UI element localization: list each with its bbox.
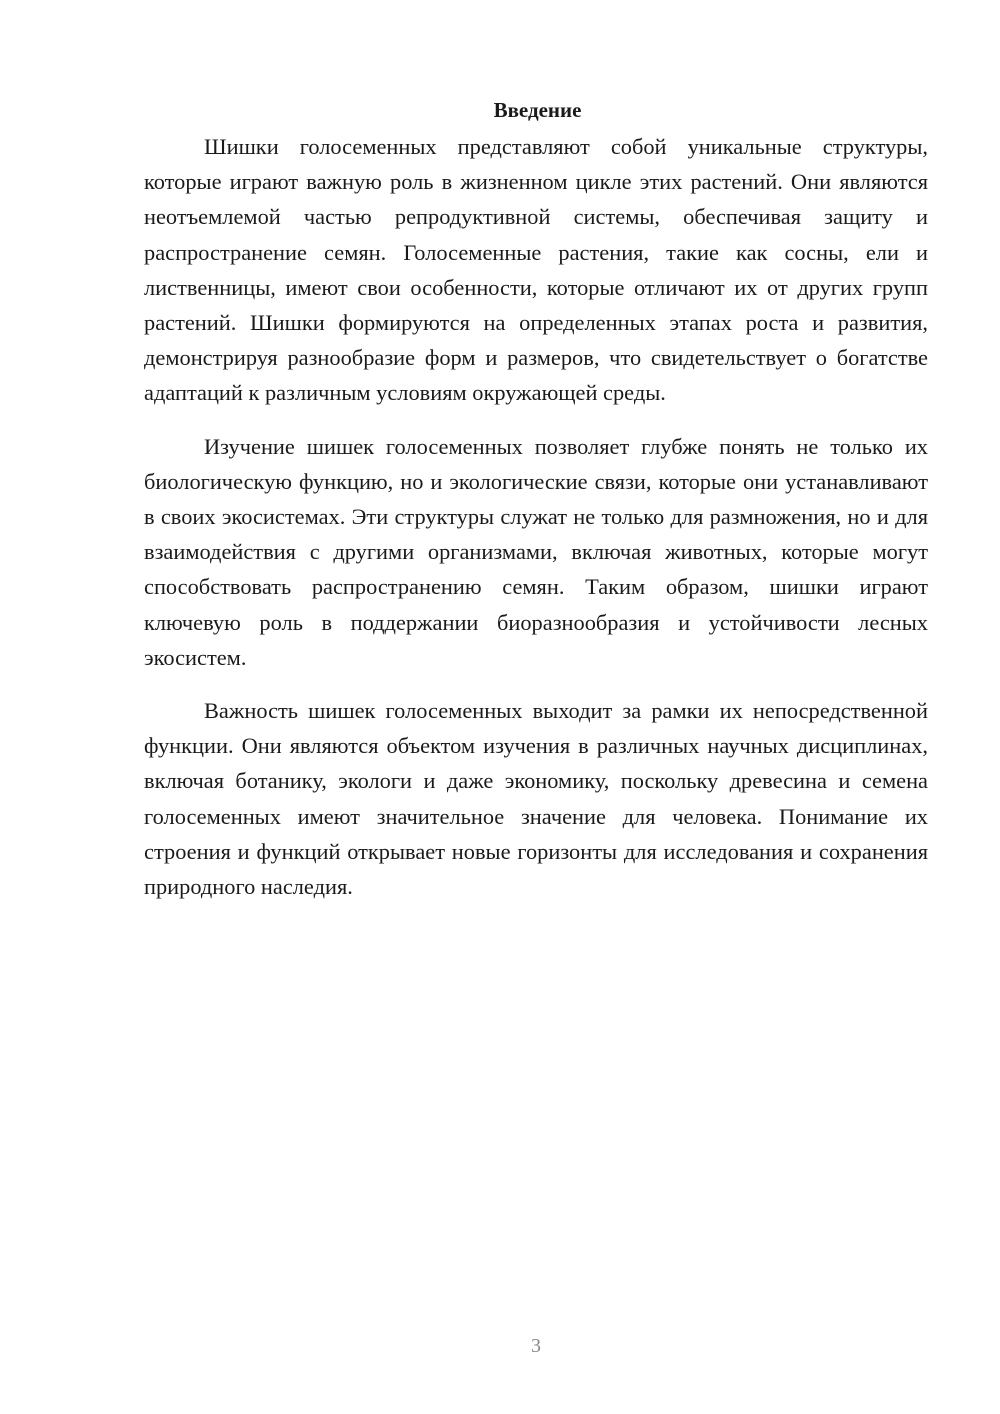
page-number: 3 <box>531 1335 541 1357</box>
paragraph-3: Важность шишек голосеменных выходит за рамки их непосредственной функции. Они являются объектом изучения в различных научных дисциплинах, включая ботанику, экологи и даже экономику, поскольку древесина и семена голосеменных имеют значительное значение для человека. Понимание их строения и функций открывает новые горизонты для исследования и сохранения природного наследия. <box>144 698 928 900</box>
section-heading: Введение <box>493 98 582 122</box>
page-body <box>144 92 928 922</box>
paragraph-1: Шишки голосеменных представляют собой уникальные структуры, которые играют важную роль в жизненном цикле этих растений. Они являются неотъемлемой частью репродуктивной системы, обеспечивая защиту и распространение семян. Голосеменные растения, такие как сосны, ели и лиственницы, имеют свои особенности, которые отличают их от других групп растений. Шишки формируются на определенных этапах роста и развития, демонстрируя разнообразие форм и размеров, что свидетельствует о богатстве адаптаций к различным условиям окружающей среды. <box>144 134 928 406</box>
paragraph-2: Изучение шишек голосеменных позволяет глубже понять не только их биологическую функцию, но и экологические связи, которые они устанавливают в своих экосистемах. Эти структуры служат не только для размножения, но и для взаимодействия с другими организмами, включая животных, которые могут способствовать распространению семян. Таким образом, шишки играют ключевую роль в поддержании биоразнообразия и устойчивости лесных экосистем. <box>144 433 928 670</box>
